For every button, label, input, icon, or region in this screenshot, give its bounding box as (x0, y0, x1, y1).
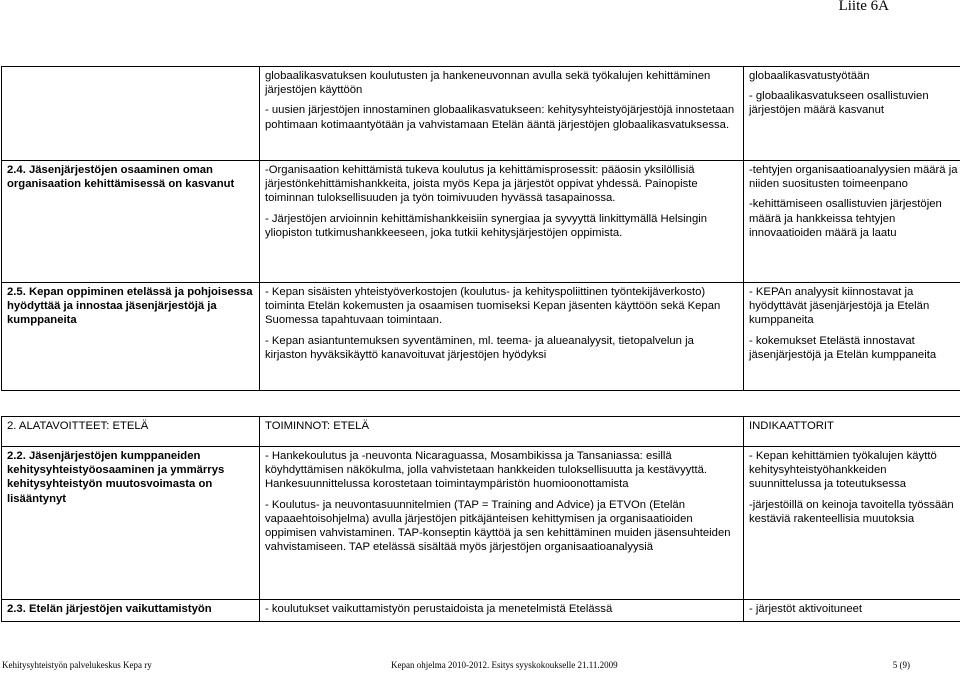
table-gap (2, 391, 960, 417)
indicator-paragraph: - KEPAn analyysit kiinnostavat ja hyödyttävät jäsenjärjestöjä ja Etelän kumppaneita (749, 286, 930, 327)
indicator-cell (744, 283, 960, 391)
goal-cell: 2.2. Jäsenjärjestöjen kumppaneiden kehitysyhteistyöosaaminen ja ymmärrys kehitysyhteistyön muutosvoimasta on lisääntynyt (2, 447, 260, 600)
activity-paragraph: - koulutukset vaikuttamistyön perustaidoista ja menetelmistä Etelässä (265, 603, 613, 615)
activity-cell (260, 600, 744, 622)
table-header-row (2, 417, 960, 447)
indicator-paragraph: -tehtyjen organisaatioanalyysien määrä ja niiden suositusten toimeenpano (749, 164, 958, 191)
indicator-cell (744, 161, 960, 283)
activity-paragraph: - Hankekoulutus ja -neuvonta Nicaraguassa, Mosambikissa ja Tansaniassa: esillä köyhdyttämisen näkökulma, jolla vahvistetaan hankkeiden tuloksellisuutta ja kestävyyttä. Hankesuunnittelussa korostetaan toimintaympäristön huomioonottamista (265, 450, 708, 491)
activity-paragraph: - uusien järjestöjen innostaminen globaalikasvatukseen: kehitysyhteistyöjärjestöjä innostetaan pohtimaan kotimaantyötään ja vahvistamaan Etelän ääntä järjestöjen globaalikasvatuksessa. (265, 104, 735, 131)
activity-cell (260, 447, 744, 600)
indicator-paragraph: -kehittämiseen osallistuvien järjestöjen määrä ja hankkeissa tehtyjen innovaatioiden määrä ja laatu (749, 198, 942, 239)
gap-cell (2, 391, 260, 417)
goal-cell (2, 67, 260, 161)
indicator-cell (744, 447, 960, 600)
activity-paragraph: globaalikasvatuksen koulutusten ja hankeneuvonnan avulla sekä työkalujen kehittäminen järjestöjen käyttöön (265, 70, 711, 97)
indicator-paragraph: - Kepan kehittämien työkalujen käyttö kehitysyhteistyöhankkeiden suunnittelussa ja toteutuksessa (749, 450, 937, 491)
gap-cell (744, 391, 960, 417)
indicator-paragraph: - kokemukset Etelästä innostavat jäsenjärjestöjä ja Etelän kumppaneita (749, 334, 937, 361)
program-table (1, 66, 960, 622)
activity-paragraph: - Järjestöjen arvioinnin kehittämishankkeisiin synergiaa ja syvyyttä linkittymällä Helsingin yliopiston tutkimushankkeeseen, joka tutkii kehitysjärjestöjen oppimista. (265, 212, 708, 239)
indicator-cell (744, 600, 960, 622)
goal-cell: 2.5. Kepan oppiminen etelässä ja pohjoisessa hyödyttää ja innostaa jäsenjärjestöjä ja kumppaneita (2, 283, 260, 391)
indicator-cell (744, 67, 960, 161)
header-activities: TOIMINNOT: ETELÄ (260, 417, 744, 447)
indicator-paragraph: - globaalikasvatukseen osallistuvien järjestöjen määrä kasvanut (749, 90, 929, 117)
table-row (2, 447, 960, 600)
activity-paragraph: - Kepan sisäisten yhteistyöverkostojen (koulutus- ja kehityspoliittinen työntekijäverkosto) toiminta Etelän kokemusten ja osaamisen tuomiseksi Kepan jäsenten käyttöön sekä Kepan Suomessa tapahtuvaan toimintaan. (265, 286, 721, 327)
activity-paragraph: - Kepan asiantuntemuksen syventäminen, ml. teema- ja alueanalyysit, tietopalvelun ja kirjaston hyväksikäyttö kanavoituvat järjestöjen hyödyksi (265, 334, 694, 361)
footer-organization: Kehitysyhteistyön palvelukeskus Kepa ry (2, 660, 152, 670)
goal-cell: 2.4. Jäsenjärjestöjen osaaminen oman organisaation kehittämisessä on kasvanut (2, 161, 260, 283)
activity-cell (260, 67, 744, 161)
indicator-paragraph: -järjestöillä on keinoja tavoitella työssään kestäviä rakenteellisia muutoksia (749, 498, 954, 525)
indicator-paragraph: - järjestöt aktivoituneet (749, 603, 863, 615)
header-goals: 2. ALATAVOITTEET: ETELÄ (2, 417, 260, 447)
table-row (2, 161, 960, 283)
activity-paragraph: -Organisaation kehittämistä tukeva koulutus ja kehittämisprosessit: pääosin yksilöllisiä järjestönkehittämishankkeita, joista myös Kepa ja järjestöt oppivat yhdessä. Painopiste toiminnan tuloksellisuuden ja työn toimivuuden hyvässä tasapainossa. (265, 164, 698, 205)
goal-cell: 2.3. Etelän järjestöjen vaikuttamistyön (2, 600, 260, 622)
activity-cell (260, 283, 744, 391)
table-row (2, 67, 960, 161)
activity-cell (260, 161, 744, 283)
header-indicators: INDIKAATTORIT (744, 417, 960, 447)
activity-paragraph: - Koulutus- ja neuvontasuunnitelmien (TAP = Training and Advice) ja ETVOn (Etelän vapaaehtoisohjelma) avulla järjestöjen pitkäjänteisen kehittymisen ja organisaatioiden oppimisen vahvistaminen. TAP-konseptin käyttöä ja sen kehittäminen muiden jäsensuhteiden vahvistamiseen. TAP etelässä sisältää myös järjestöjen organisaatioanalyysiä (265, 498, 731, 554)
table-row (2, 600, 960, 622)
gap-cell (260, 391, 744, 417)
appendix-label: Liite 6A (838, 0, 889, 14)
table-row (2, 283, 960, 391)
indicator-paragraph: globaalikasvatustyötään (749, 70, 870, 82)
footer-document-title: Kepan ohjelma 2010-2012. Esitys syyskokoukselle 21.11.2009 (391, 660, 618, 670)
footer-page-number: 5 (9) (892, 660, 910, 670)
